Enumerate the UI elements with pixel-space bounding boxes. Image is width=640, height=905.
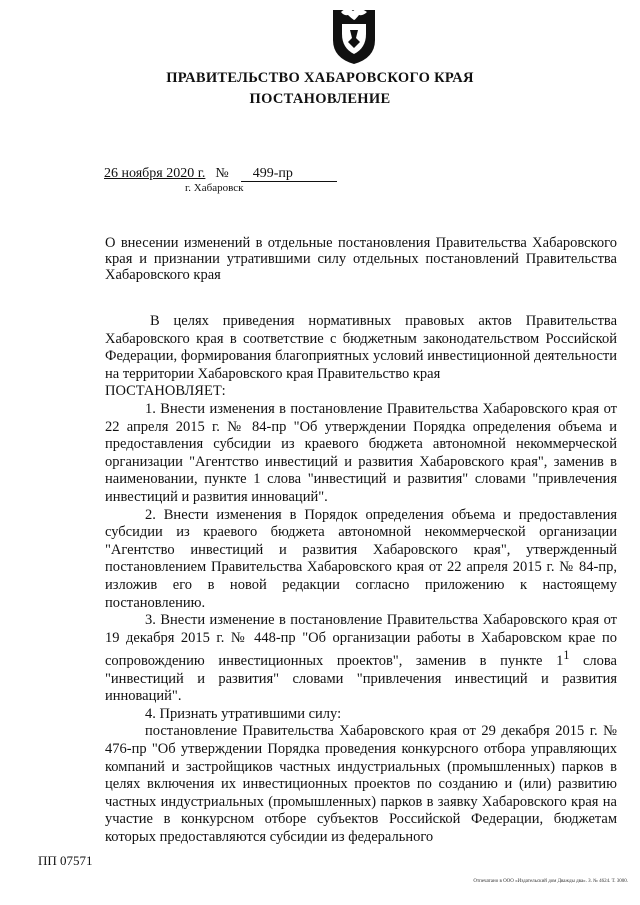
- document-number: 499-пр: [241, 167, 337, 182]
- coat-of-arms-emblem: [329, 4, 379, 66]
- item-4: 4. Признать утратившими силу:: [145, 705, 342, 722]
- item-3: [105, 612, 617, 706]
- item-1: 1. Внести изменения в постановление Правительства Хабаровского края от 22 апреля 2015 г. № 84-пр "Об утверждении Порядка определения объема и предоставления субсидии из краевого бюджета автономной некоммерческой организации "Агентство инвестиций и развития Хабаровского края", заменив в наименовании, пункте 1 слова "инвестиций и развития" словами "привлечения инвестиций и развития инноваций".: [105, 400, 617, 505]
- document-title: О внесении изменений в отдельные постановления Правительства Хабаровского края и признании утратившими силу отдельных постановлений Правительства Хабаровского края: [105, 235, 617, 283]
- printer-imprint: Отпечатано в ООО «Издательский дом Дважды два». З. № 4624. Т. 3000.: [473, 879, 628, 884]
- document-type: ПОСТАНОВЛЕНИЕ: [249, 91, 391, 107]
- number-sign: №: [215, 166, 229, 181]
- item-3-superscript: 1: [563, 648, 570, 663]
- preamble-paragraph: В целях приведения нормативных правовых актов Правительства Хабаровского края в соответствие с бюджетным законодательством Российской Федерации, формирования благоприятных условий инвестиционной деятельности на территории Хабаровского края Правительство края: [105, 313, 617, 382]
- item-3-tail: слова "инвестиций и развития" словами "привлечения инвестиций и развития инноваций".: [105, 653, 617, 705]
- city-name: г. Хабаровск: [185, 182, 244, 194]
- item-4-text: постановление Правительства Хабаровского края от 29 декабря 2015 г. № 476-пр "Об утверждении Порядка проведения конкурсного отбора управляющих компаний и застройщиков частных индустриальных (промышленных) парков в целях включения их инвестиционных проектов по созданию и (или) развитию частных индустриальных (промышленных) парков в заявку Хабаровского края на участие в конкурсном отборе субъектов Российской Федерации, бюджетам которых предоставляются субсидии из федерального: [105, 723, 617, 846]
- resolves-heading: ПОСТАНОВЛЯЕТ:: [105, 383, 226, 400]
- item-3-text: 3. Внести изменение в постановление Правительства Хабаровского края от 19 декабря 2015 г. № 448-пр "Об организации работы в Хабаровском крае по сопровождению инвестиционных проектов", заменив в пункте 1: [105, 612, 617, 670]
- date-number-line: [104, 166, 337, 182]
- document-body: [105, 313, 617, 847]
- item-2: 2. Внести изменения в Порядок определения объема и предоставления субсидии из краевого бюджета автономной некоммерческой организации "Агентство инвестиций и развития Хабаровского края", утвержденный постановлением Правительства Хабаровского края от 22 апреля 2015 г. № 84-пр, изложив его в новой редакции согласно приложению к настоящему постановлению.: [105, 506, 617, 611]
- document-date: 26 ноября 2020 г.: [104, 166, 206, 181]
- footer-code: ПП 07571: [38, 853, 93, 868]
- government-name: ПРАВИТЕЛЬСТВО ХАБАРОВСКОГО КРАЯ: [166, 70, 474, 86]
